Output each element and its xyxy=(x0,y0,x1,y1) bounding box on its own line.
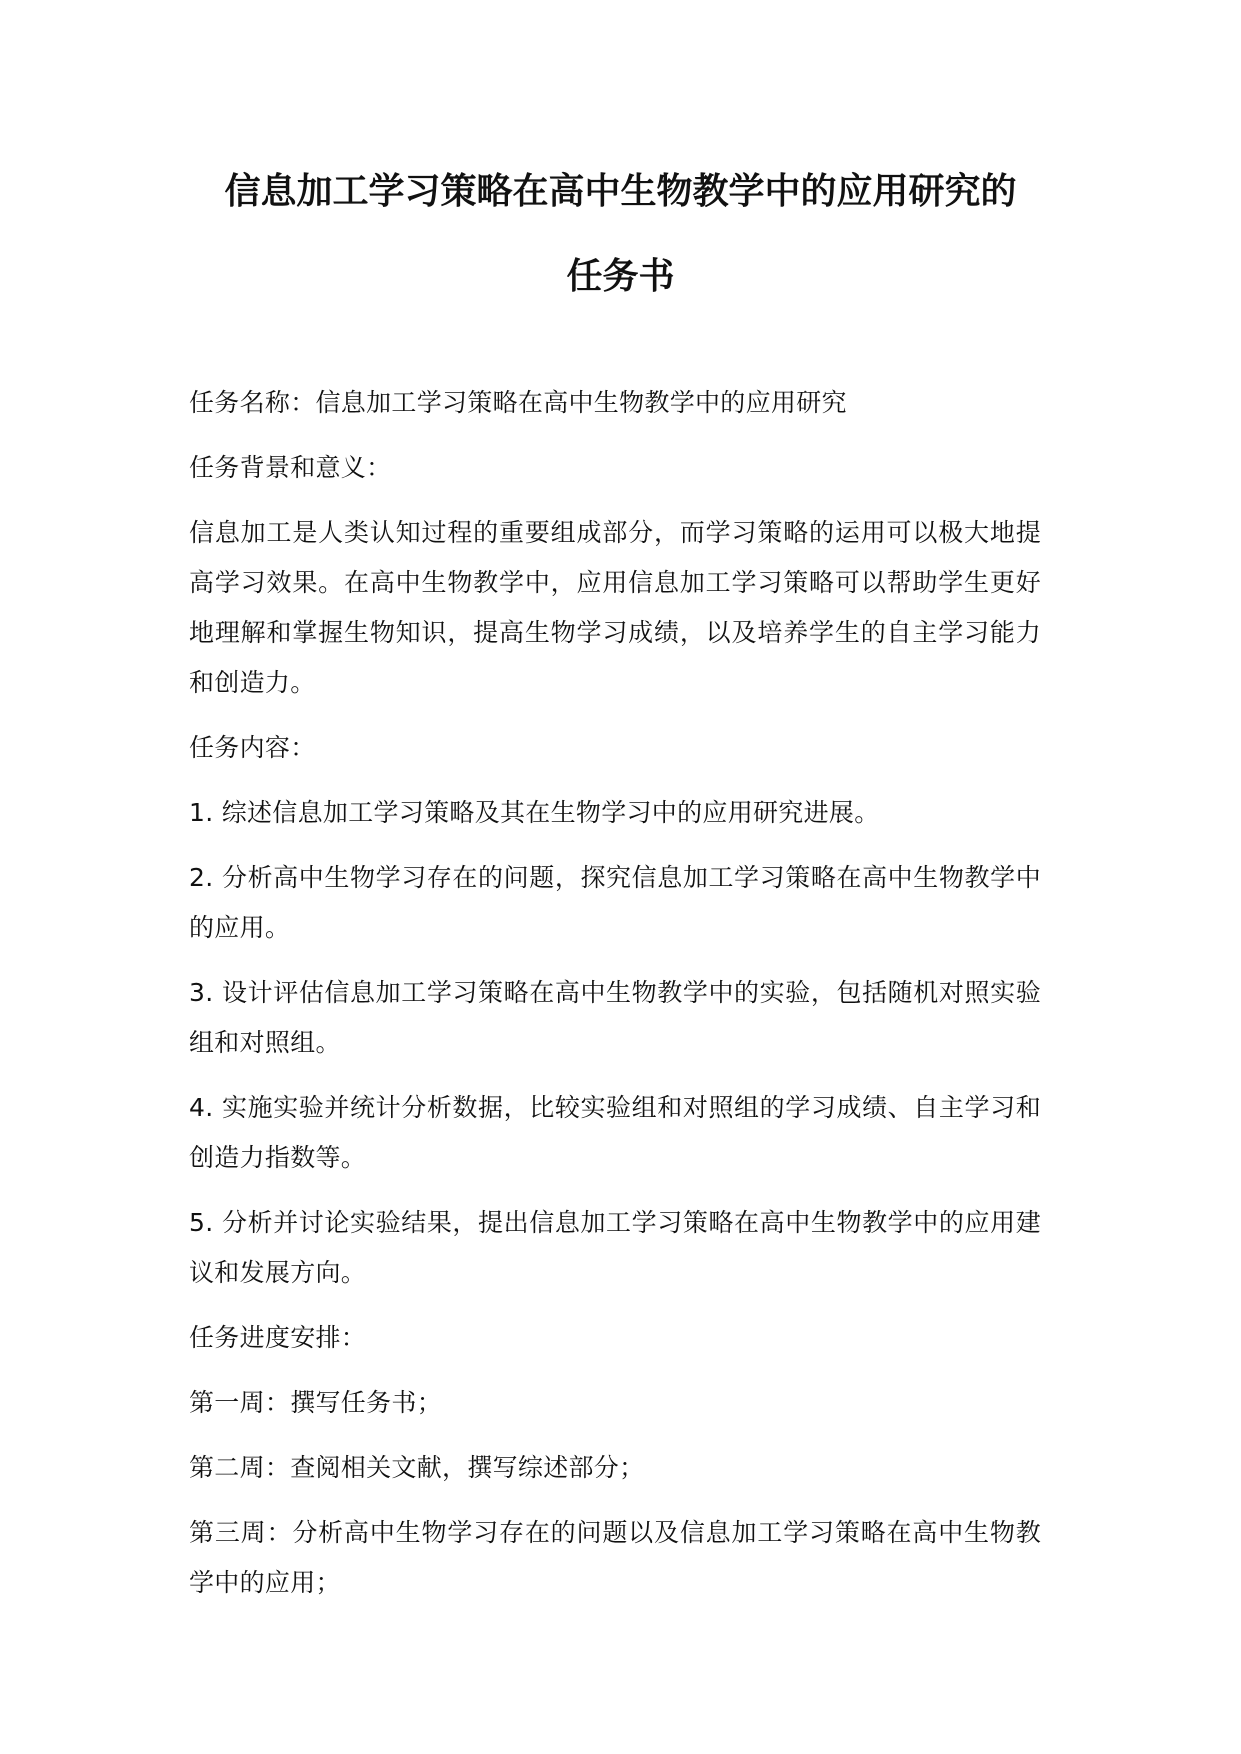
content-item-2: 2. 分析高中生物学习存在的问题，探究信息加工学习策略在高中生物教学中的应用。 xyxy=(189,863,1041,942)
schedule-week-2: 第二周：查阅相关文献，撰写综述部分； xyxy=(189,1453,645,1482)
content-item-4: 4. 实施实验并统计分析数据，比较实验组和对照组的学习成绩、自主学习和创造力指数等。 xyxy=(189,1093,1041,1172)
background-heading: 任务背景和意义： xyxy=(189,453,392,482)
content-item-3: 3. 设计评估信息加工学习策略在高中生物教学中的实验，包括随机对照实验组和对照组。 xyxy=(189,978,1041,1057)
background-paragraph: 信息加工是人类认知过程的重要组成部分，而学习策略的运用可以极大地提高学习效果。在高中生物教学中，应用信息加工学习策略可以帮助学生更好地理解和掌握生物知识，提高生物学习成绩，以及培养学生的自主学习能力和创造力。 xyxy=(189,518,1041,697)
title-line-1: 信息加工学习策略在高中生物教学中的应用研究的 xyxy=(224,171,1017,212)
content-heading: 任务内容： xyxy=(189,733,316,762)
schedule-week-1: 第一周：撰写任务书； xyxy=(189,1388,443,1417)
document-title xyxy=(150,170,1091,299)
title-line-2: 任务书 xyxy=(566,256,675,297)
document-body xyxy=(189,378,1041,1608)
content-item-5: 5. 分析并讨论实验结果，提出信息加工学习策略在高中生物教学中的应用建议和发展方向。 xyxy=(189,1208,1041,1287)
schedule-heading: 任务进度安排： xyxy=(189,1323,367,1352)
schedule-week-3: 第三周：分析高中生物学习存在的问题以及信息加工学习策略在高中生物教学中的应用； xyxy=(189,1518,1041,1597)
task-name-paragraph: 任务名称：信息加工学习策略在高中生物教学中的应用研究 xyxy=(189,388,847,417)
content-item-1: 1. 综述信息加工学习策略及其在生物学习中的应用研究进展。 xyxy=(189,798,880,827)
